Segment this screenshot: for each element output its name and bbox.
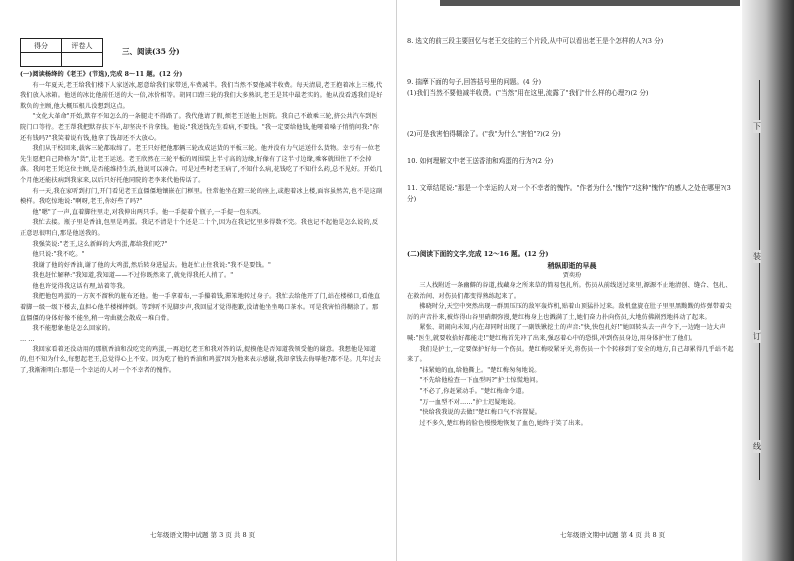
story-paragraph: 紧张、胡闹向未知,内在却同时出现了一副铁锹挖土的声音:"快,快包扎好!"她回转头去一声令下,一边跑一边大声喊:"医生,就要收拾好都能走!"楚红梅首先冲了出来,强忍着心中的恐惧,冲到伤员身边,用身体护住了他们。 bbox=[407, 324, 726, 342]
story-paragraph: 我们是护士,一定要保护好每一个伤员。楚红梅咬紧牙关,将伤员一个个转移到了安全的地方,自己却累得几乎站不起来了。 bbox=[407, 345, 734, 364]
paragraph: "文化大革命"开始,默存不知怎么的一条腿走不得路了。我代他请了假,烦老王送他上医院。我自己不敢乘三轮,挤公共汽车到医院门口等待。老王帮我把默存扶下车,却坚决不肯拿钱。他说:"我送钱先生看病,不要钱。"我一定要给他钱,他哑着嗓子悄悄问我:"你还有钱吗?"我笑着说有钱,他拿了钱却还不大放心。 bbox=[20, 113, 379, 142]
story-paragraph: 三人找附近一条幽僻的谷道,找藏身之所来草的简易包扎所。伤员从前线送过来里,源源不止地清创、缝合、包扎、在救治间、对伤员们都变得熟练起来了。 bbox=[407, 282, 732, 300]
paragraph: 我不能想象他是怎么回家的。 bbox=[32, 325, 115, 333]
story-paragraph: "抹紧她的血,给他撕上。"楚红梅匆匆地说。 bbox=[419, 366, 541, 374]
binding-strip bbox=[742, 0, 794, 561]
left-page-content bbox=[20, 70, 383, 377]
answer-space-11[interactable] bbox=[407, 205, 737, 249]
reviewer-cell[interactable] bbox=[62, 53, 103, 67]
ellipsis-separator: …… bbox=[20, 335, 37, 343]
story-paragraph: "万一血型不对……"护士迟疑地说。 bbox=[419, 398, 520, 406]
right-footer: 七年级语文期中试题 第 4 页 共 8 页 bbox=[560, 531, 666, 539]
binding-char: 装 bbox=[753, 252, 761, 261]
story-paragraph: "不必了,你赶紧动手。"楚红梅命令道。 bbox=[419, 387, 528, 395]
right-page-content bbox=[407, 36, 737, 429]
top-scan-bar bbox=[440, 0, 740, 6]
score-cell[interactable] bbox=[21, 53, 62, 67]
binding-char: 线 bbox=[753, 442, 761, 451]
paragraph: 我谢了他的好香油,谢了他的大鸡蛋,然后转身进屋去。他赶忙止住我说:"我不是要钱。" bbox=[32, 261, 271, 269]
paragraph: 我回家看着还没动用的那瓶香油和没吃完的鸡蛋,一再追忆老王和我对答的话,捉摸他是否知道我领受他的谢意。我想他是知道的,但不知为什么,每想起老王,总觉得心上不安。因为吃了他的香油和鸡蛋?因为他来表示感谢,我却拿钱去侮辱他?都不是。几年过去了,我渐渐明白:那是一个幸运的人对一个不幸者的愧怍。 bbox=[20, 345, 381, 375]
paragraph: 我忙去接。瓶子里是香油,包里是鸡蛋。我记不清是十个还是二十个,因为在我记忆里多得数不完。我也记不起他是怎么说的,反正意思很明白,那是他送我的。 bbox=[20, 219, 379, 237]
paragraph: 我们从干校回来,载客三轮都取缔了。老王只好把他那辆三轮改成运货的平板三轮。他并没有力气运送什么货物。幸亏有一位老先生愿把自己降格为"货",让老王运送。老王欣然在三轮平板的周围装上半寸高的边缘,好像有了这半寸边缘,乘客就围住了不会掉落。我问老王凭这位主顾,是否能维持生活,他说可以凑合。可是过些时老王病了,不知什么病,花钱吃了不知什么药,总不见好。开始几个月他还能扶病到我家来,以后只好托他同院的老李来代他传话了。 bbox=[20, 145, 383, 184]
story-title: 稍纵即逝的早晨 bbox=[547, 261, 597, 270]
paragraph: 他也许觉得我这话有理,站着等我。 bbox=[32, 282, 129, 290]
answer-space-9-1[interactable] bbox=[407, 99, 737, 129]
reading2-heading: (二)阅读下面的文字,完成 12～16 题。(12 分) bbox=[407, 250, 549, 258]
question-9-1: (1)我们当然不要他减半收费。("当然"用在这里,流露了"我们"什么样的心理?)(2 分) bbox=[407, 89, 649, 97]
paragraph: 我也赶忙解释:"我知道,我知道——不过你既然来了,就免得我托人捎了。" bbox=[32, 272, 234, 280]
story-paragraph: 过不多久,楚红梅的脸色慢慢地恢复了血色,她终于笑了出来。 bbox=[419, 419, 587, 427]
story-paragraph: 拂晓时分,天空中突然出现一群黑压压的敌军轰炸机,贴着山顶猛扑过来。敌机盘旋在肚子里里黑黢黢的炸弹带着尖厉的声音扑来,被炸得山谷里硝烟弥漫,楚红梅身上也溅满了土,她们奋力扑向伤员,大地仿佛剧烈地抖动了起来。 bbox=[407, 303, 732, 321]
answer-space-9-2[interactable] bbox=[407, 140, 737, 156]
binding-char: 订 bbox=[753, 332, 761, 341]
story-paragraph: "快给我我说的去做!"楚红梅口气不容置疑。 bbox=[419, 409, 542, 417]
reading1-heading: (一)阅读杨绛的《老王》(节选),完成 8～11 题。(12 分) bbox=[20, 71, 183, 78]
paragraph: 我把他包鸡蛋的一方灰不溜秋的脏布还他。他一手拿着布,一手攥着钱,滞笨地转过身子。我忙去给他开了门,站在楼梯口,看他直着脚一级一级下楼去,直担心他半楼梯摔倒。等到听不见脚步声,我回屋才觉得抱歉,没请他坐坐喝口茶水。可是我害怕得糊涂了。那直僵僵的身体好像不能坐,稍一弯曲就会散成一堆白骨。 bbox=[20, 293, 381, 322]
question-9: 9. 揣摩下面的句子,回答括号里的问题。(4 分) bbox=[407, 78, 542, 86]
left-footer: 七年级语文期中试题 第 3 页 共 8 页 bbox=[150, 531, 256, 539]
story-paragraph: "不先给他检查一下血型吗?"护士惊慌地问。 bbox=[419, 377, 542, 385]
paragraph: 有一年夏天,老王给我们楼下人家送冰,愿意给我们家带送,车费减半。我们当然不要他减半收费。每天清晨,老王抱着冰上三楼,代我们放入冰箱。他送的冰比他前任送的大一倍,冰价相等。胡同口蹬三轮的我们大多熟识,老王是其中最老实的。他从没看透我们是好欺负的主顾,他大概压根儿没想到这点。 bbox=[20, 81, 383, 110]
story-author: 贾奕玢 bbox=[562, 272, 582, 279]
answer-space-10[interactable] bbox=[407, 167, 737, 183]
binding-char: 下 bbox=[753, 122, 761, 131]
binding-line bbox=[759, 80, 760, 480]
score-table bbox=[20, 38, 103, 67]
section-title: 三、阅读(35 分) bbox=[122, 47, 180, 56]
paragraph: 有一天,我在家听到打门,开门看见老王直僵僵地镶嵌在门框里。往常他坐在蹬三轮的座上,或抱着冰上楼,面容虽然苦,也不是这副模样。我吃惊地说:"啊呀,老王,你好些了吗?" bbox=[20, 187, 383, 206]
answer-space-8[interactable] bbox=[407, 47, 737, 77]
question-8: 8. 选文的前三段主要回忆与老王交往的三个片段,从中可以看出老王是个怎样的人?(3 分) bbox=[407, 37, 664, 45]
reviewer-label: 评卷人 bbox=[62, 39, 103, 53]
question-11: 11. 文章结尾说:"那是一个幸运的人对一个不幸者的愧怍。"作者为什么"愧怍"?这种"愧怍"的感人之处在哪里?(3 分) bbox=[407, 184, 731, 203]
page-divider bbox=[396, 0, 397, 561]
score-label: 得分 bbox=[21, 39, 62, 53]
paragraph: 我强笑说:"老王,这么新鲜的大鸡蛋,都给我们吃?" bbox=[32, 240, 168, 248]
paragraph: 他只说:"我不吃。" bbox=[32, 251, 85, 259]
question-9-2: (2)可是我害怕得糊涂了。("我"为什么"害怕"?)(2 分) bbox=[407, 130, 561, 138]
paragraph: 他"嗯"了一声,直着脚往里走,对我伸出两只手。他一手提着个瓶子,一手提一包东西。 bbox=[32, 208, 265, 216]
question-10: 10. 如何理解文中老王送香油和鸡蛋的行为?(2 分) bbox=[407, 157, 554, 165]
